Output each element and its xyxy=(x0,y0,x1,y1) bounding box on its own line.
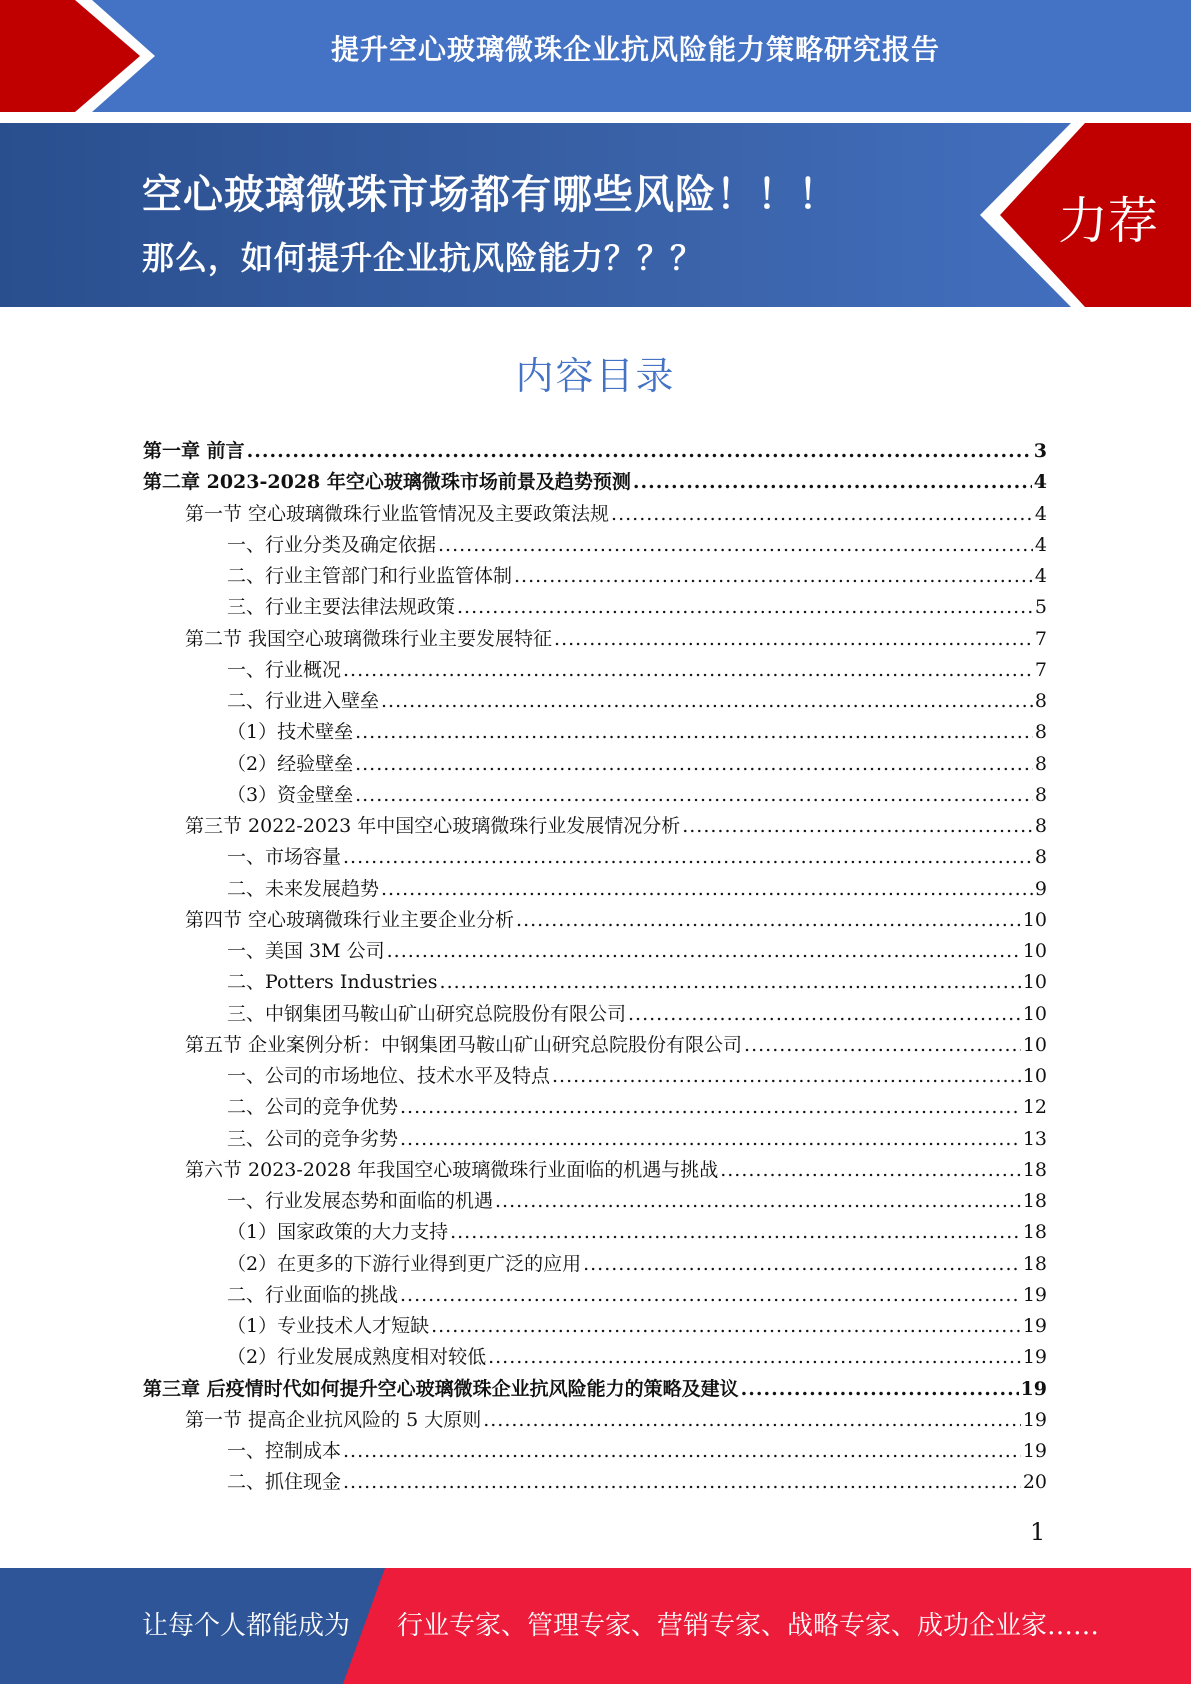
toc-entry-title: 一、市场容量 xyxy=(227,846,342,869)
toc-entry-title: 二、行业主管部门和行业监管体制 xyxy=(227,565,513,587)
footer-slogan-right: 行业专家、管理专家、营销专家、战略专家、成功企业家…… xyxy=(397,1611,1100,1641)
toc-entry[interactable] xyxy=(143,1311,1047,1342)
toc-entry-page: 8 xyxy=(1034,846,1047,869)
toc-entry-title: 一、行业发展态势和面临的机遇 xyxy=(227,1190,494,1212)
toc-dot-leader xyxy=(514,561,1033,592)
toc-entry-page: 7 xyxy=(1034,627,1047,650)
toc-entry[interactable] xyxy=(143,874,1047,905)
toc-entry[interactable] xyxy=(143,1374,1047,1405)
toc-entry[interactable] xyxy=(143,592,1047,623)
toc-entry[interactable] xyxy=(143,780,1047,811)
toc-dot-leader xyxy=(387,936,1021,967)
toc-entry-title: 第一节 提高企业抗风险的 5 大原则 xyxy=(185,1408,482,1431)
toc-entry-page: 19 xyxy=(1022,1440,1047,1462)
toc-entry-title: 一、公司的市场地位、技术水平及特点 xyxy=(227,1065,551,1087)
toc-entry-page: 8 xyxy=(1034,721,1047,744)
toc-dot-leader xyxy=(682,811,1033,842)
toc-heading: 内容目录 xyxy=(515,354,676,398)
toc-dot-leader xyxy=(633,467,1032,498)
toc-entry[interactable] xyxy=(143,1467,1047,1498)
toc-dot-leader xyxy=(400,1092,1021,1123)
toc-entry-title: 二、行业面临的挑战 xyxy=(227,1283,399,1306)
footer-banner xyxy=(0,1568,1191,1684)
recommend-badge: 力荐 xyxy=(1058,192,1158,250)
toc-entry-page: 10 xyxy=(1022,971,1047,994)
toc-entry-page: 18 xyxy=(1022,1158,1047,1181)
hero-subheadline: 那么，如何提升企业抗风险能力？？？ xyxy=(142,239,704,277)
toc-entry-title: 第五节 企业案例分析：中钢集团马鞍山矿山研究总院股份有限公司 xyxy=(185,1033,743,1056)
toc-dot-leader xyxy=(343,655,1033,686)
toc-entry-page: 20 xyxy=(1022,1471,1047,1494)
toc-dot-leader xyxy=(554,624,1033,655)
toc-entry-title: 三、公司的竞争劣势 xyxy=(227,1127,399,1150)
toc-entry-page: 4 xyxy=(1033,471,1047,494)
toc-entry-page: 12 xyxy=(1022,1096,1047,1119)
toc-entry[interactable] xyxy=(143,1155,1047,1186)
toc-entry[interactable] xyxy=(143,1186,1047,1217)
toc-entry-title: 三、行业主要法律法规政策 xyxy=(227,596,456,619)
toc-entry-title: 第三节 2022-2023 年中国空心玻璃微珠行业发展情况分析 xyxy=(185,815,681,837)
toc-dot-leader xyxy=(431,1311,1021,1342)
toc-entry-title: 一、行业分类及确定依据 xyxy=(227,533,437,556)
toc-entry-title: 一、控制成本 xyxy=(227,1440,342,1462)
toc-entry[interactable] xyxy=(143,1092,1047,1123)
toc-entry[interactable] xyxy=(143,530,1047,561)
toc-entry-title: （1）国家政策的大力支持 xyxy=(227,1221,449,1244)
toc-dot-leader xyxy=(355,749,1033,780)
toc-entry-page: 8 xyxy=(1034,783,1047,806)
toc-entry-page: 4 xyxy=(1034,565,1047,587)
toc-entry[interactable] xyxy=(143,1405,1047,1436)
toc-entry-page: 18 xyxy=(1022,1252,1047,1275)
toc-entry-title: 第一节 空心玻璃微珠行业监管情况及主要政策法规 xyxy=(185,502,610,525)
toc-dot-leader xyxy=(438,530,1033,561)
toc-entry-page: 19 xyxy=(1022,1346,1047,1369)
toc-entry[interactable] xyxy=(143,686,1047,717)
toc-dot-leader xyxy=(400,1280,1021,1311)
toc-entry-page: 19 xyxy=(1022,1408,1047,1431)
toc-entry-title: （2）经验壁垒 xyxy=(227,752,354,775)
toc-dot-leader xyxy=(343,1467,1021,1498)
toc-entry-page: 9 xyxy=(1034,877,1047,900)
toc-entry[interactable] xyxy=(143,1436,1047,1467)
table-of-contents xyxy=(143,436,1047,1499)
toc-entry[interactable] xyxy=(143,624,1047,655)
toc-entry[interactable] xyxy=(143,1124,1047,1155)
toc-entry-page: 19 xyxy=(1020,1377,1047,1400)
toc-entry-title: 二、抓住现金 xyxy=(227,1471,342,1494)
toc-entry[interactable] xyxy=(143,1280,1047,1311)
toc-entry-page: 5 xyxy=(1034,596,1047,619)
toc-entry-title: 第三章 后疫情时代如何提升空心玻璃微珠企业抗风险能力的策略及建议 xyxy=(143,1377,739,1400)
toc-entry-page: 10 xyxy=(1022,908,1047,931)
toc-entry-page: 19 xyxy=(1022,1283,1047,1306)
toc-dot-leader xyxy=(495,1186,1021,1217)
toc-entry[interactable] xyxy=(143,499,1047,530)
toc-entry-page: 18 xyxy=(1022,1221,1047,1244)
toc-entry-title: 第一章 前言 xyxy=(143,440,245,462)
toc-entry[interactable] xyxy=(143,467,1047,498)
toc-dot-leader xyxy=(552,1061,1021,1092)
toc-entry-page: 19 xyxy=(1022,1315,1047,1337)
toc-entry[interactable] xyxy=(143,655,1047,686)
toc-dot-leader xyxy=(343,842,1033,873)
toc-entry-title: （2）在更多的下游行业得到更广泛的应用 xyxy=(227,1252,582,1275)
toc-entry[interactable] xyxy=(143,905,1047,936)
toc-entry-title: 二、Potters Industries xyxy=(227,971,438,994)
toc-entry-page: 8 xyxy=(1034,752,1047,775)
toc-entry[interactable] xyxy=(143,1249,1047,1280)
toc-entry-page: 10 xyxy=(1022,1033,1047,1056)
toc-dot-leader xyxy=(355,717,1033,748)
toc-entry-title: 二、行业进入壁垒 xyxy=(227,690,380,712)
toc-dot-leader xyxy=(450,1217,1021,1248)
top-banner xyxy=(0,0,1191,112)
toc-entry[interactable] xyxy=(143,717,1047,748)
toc-entry-page: 13 xyxy=(1022,1127,1047,1150)
toc-dot-leader xyxy=(488,1342,1021,1373)
hero-banner xyxy=(0,123,1191,307)
toc-dot-leader xyxy=(440,967,1021,998)
toc-entry[interactable] xyxy=(143,1030,1047,1061)
toc-entry-title: 第四节 空心玻璃微珠行业主要企业分析 xyxy=(185,908,515,931)
toc-entry[interactable] xyxy=(143,1342,1047,1373)
toc-entry-page: 3 xyxy=(1033,440,1047,462)
toc-entry-page: 4 xyxy=(1034,502,1047,525)
toc-entry[interactable] xyxy=(143,561,1047,592)
toc-entry-title: （1）技术壁垒 xyxy=(227,721,354,744)
toc-dot-leader xyxy=(400,1124,1021,1155)
hero-headline: 空心玻璃微珠市场都有哪些风险！！！ xyxy=(142,172,839,218)
toc-entry-page: 8 xyxy=(1034,690,1047,712)
toc-dot-leader xyxy=(355,780,1033,811)
toc-dot-leader xyxy=(381,874,1033,905)
toc-entry[interactable] xyxy=(143,967,1047,998)
toc-dot-leader xyxy=(611,499,1033,530)
toc-entry-title: 第二章 2023-2028 年空心玻璃微珠市场前景及趋势预测 xyxy=(143,471,631,494)
toc-entry-title: （1）专业技术人才短缺 xyxy=(227,1315,430,1337)
toc-entry-title: （3）资金壁垒 xyxy=(227,783,354,806)
toc-entry-title: 二、未来发展趋势 xyxy=(227,877,380,900)
toc-entry-page: 10 xyxy=(1022,1065,1047,1087)
toc-dot-leader xyxy=(583,1249,1021,1280)
toc-dot-leader xyxy=(343,1436,1021,1467)
toc-entry[interactable] xyxy=(143,999,1047,1030)
toc-entry-page: 10 xyxy=(1022,940,1047,962)
toc-entry-title: （2）行业发展成熟度相对较低 xyxy=(227,1346,487,1369)
toc-dot-leader xyxy=(516,905,1021,936)
toc-entry-title: 一、行业概况 xyxy=(227,658,342,681)
toc-entry-title: 一、美国 3M 公司 xyxy=(227,940,385,962)
toc-entry-title: 二、公司的竞争优势 xyxy=(227,1096,399,1119)
toc-entry-page: 10 xyxy=(1022,1002,1047,1025)
toc-dot-leader xyxy=(247,436,1032,467)
toc-entry-page: 18 xyxy=(1022,1190,1047,1212)
toc-dot-leader xyxy=(741,1374,1019,1405)
toc-dot-leader xyxy=(744,1030,1021,1061)
toc-entry-page: 4 xyxy=(1034,533,1047,556)
page-number: 1 xyxy=(1030,1518,1046,1546)
toc-entry-title: 三、中钢集团马鞍山矿山研究总院股份有限公司 xyxy=(227,1002,627,1025)
toc-entry-page: 8 xyxy=(1034,815,1047,837)
toc-dot-leader xyxy=(457,592,1033,623)
toc-entry[interactable] xyxy=(143,1217,1047,1248)
toc-entry[interactable] xyxy=(143,811,1047,842)
toc-entry[interactable] xyxy=(143,436,1047,467)
toc-entry[interactable] xyxy=(143,842,1047,873)
toc-dot-leader xyxy=(483,1405,1021,1436)
toc-entry-title: 第二节 我国空心玻璃微珠行业主要发展特征 xyxy=(185,627,553,650)
toc-dot-leader xyxy=(720,1155,1021,1186)
toc-entry-title: 第六节 2023-2028 年我国空心玻璃微珠行业面临的机遇与挑战 xyxy=(185,1158,719,1181)
footer-slogan-left: 让每个人都能成为 xyxy=(142,1611,351,1641)
toc-entry[interactable] xyxy=(143,936,1047,967)
report-title: 提升空心玻璃微珠企业抗风险能力策略研究报告 xyxy=(330,33,940,66)
toc-entry[interactable] xyxy=(143,1061,1047,1092)
toc-dot-leader xyxy=(628,999,1021,1030)
toc-entry[interactable] xyxy=(143,749,1047,780)
toc-entry-page: 7 xyxy=(1034,658,1047,681)
toc-dot-leader xyxy=(381,686,1033,717)
